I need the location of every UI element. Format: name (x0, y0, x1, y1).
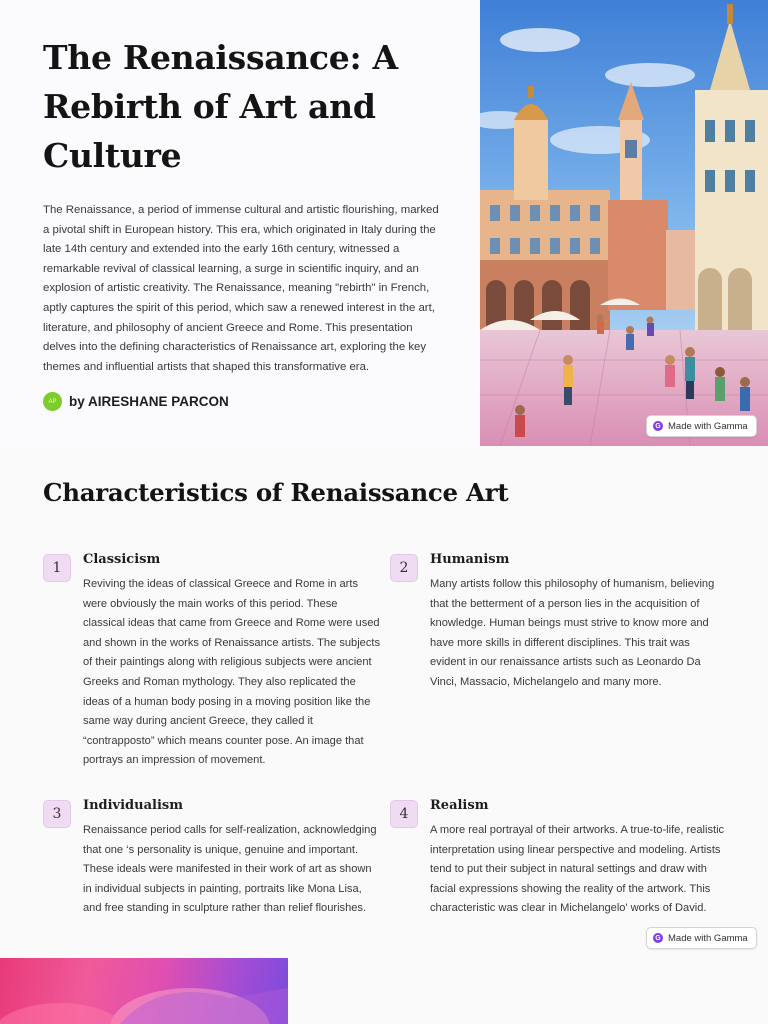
next-slide-gradient-image (0, 958, 288, 1024)
item-title: Individualism (83, 798, 183, 813)
item-number-badge: 3 (43, 800, 71, 828)
gamma-logo-icon: G (653, 421, 663, 431)
gamma-logo-icon: G (653, 933, 663, 943)
item-number-badge: 2 (390, 554, 418, 582)
author-byline (43, 392, 229, 411)
intro-paragraph: The Renaissance, a period of immense cultural and artistic flourishing, marked a pivotal shift in European history. This era, which originated in Italy during the late 14th century and extended into the early 16th century, witnessed a remarkable revival of classical learning, a surge in scientific inquiry, and an explosion of artistic creativity. The Renaissance, meaning "rebirth" in French, aptly captures the spirit of this period, which saw a renewed interest in the art, literature, and philosophy of ancient Greece and Rome. This presentation delves into the defining characteristics of Renaissance art, exploring the key themes and influential artists that shaped this transformative era. (43, 204, 439, 373)
item-title: Humanism (430, 552, 510, 567)
hero-image-renaissance-piazza (480, 0, 768, 446)
avatar: AP (43, 392, 62, 411)
page-title: The Renaissance: A Rebirth of Art and Culture (43, 38, 398, 175)
item-title: Realism (430, 798, 489, 813)
item-body: A more real portrayal of their artworks. A true-to-life, realistic interpretation using linear perspective and modeling. Artists tend to put their subject in natural settings and draw with facial expressions showing the reality of the artwork. This characteristic was clear in Michelangelo' works of David. (430, 824, 725, 915)
section-title: Characteristics of Renaissance Art (43, 478, 509, 507)
item-number-badge: 4 (390, 800, 418, 828)
item-title: Classicism (83, 552, 161, 567)
item-body: Renaissance period calls for self-realization, acknowledging that one ‘s personality is unique, genuine and important. These ideals were manifested in their work of art as shown in individual subjects in painting, portraits like Mona Lisa, and free standing in sculpture rather than relief flourishes. (83, 824, 377, 915)
badge-label: Made with Gamma (668, 420, 748, 432)
item-body: Many artists follow this philosophy of humanism, believing that the betterment of a person lies in the acquisition of knowledge. Human beings must strive to know more and have more skills in different disciplines. This trait was evident in our renaissance artists such as Leonardo Da Vinci, Massacio, Michelangelo and many more. (430, 578, 715, 688)
item-body: Reviving the ideas of classical Greece and Rome in arts were obviously the main works of this period. These classical ideas that came from Greece and Rome were used and shown in the works of Renaissance artists. The subjects of their paintings along with religious subjects were ancient Greeks and Roman mythology. They also replicated the ideas of a human body posing in a moving position like the same way during ancient Greece, they called it “contrapposto” which means counter pose. An image that portrays an impression of movement. (83, 578, 381, 767)
author-name: by AIRESHANE PARCON (69, 394, 229, 409)
item-number-badge: 1 (43, 554, 71, 582)
made-with-gamma-badge[interactable] (646, 927, 757, 949)
badge-label: Made with Gamma (668, 932, 748, 944)
made-with-gamma-badge[interactable] (646, 415, 757, 437)
